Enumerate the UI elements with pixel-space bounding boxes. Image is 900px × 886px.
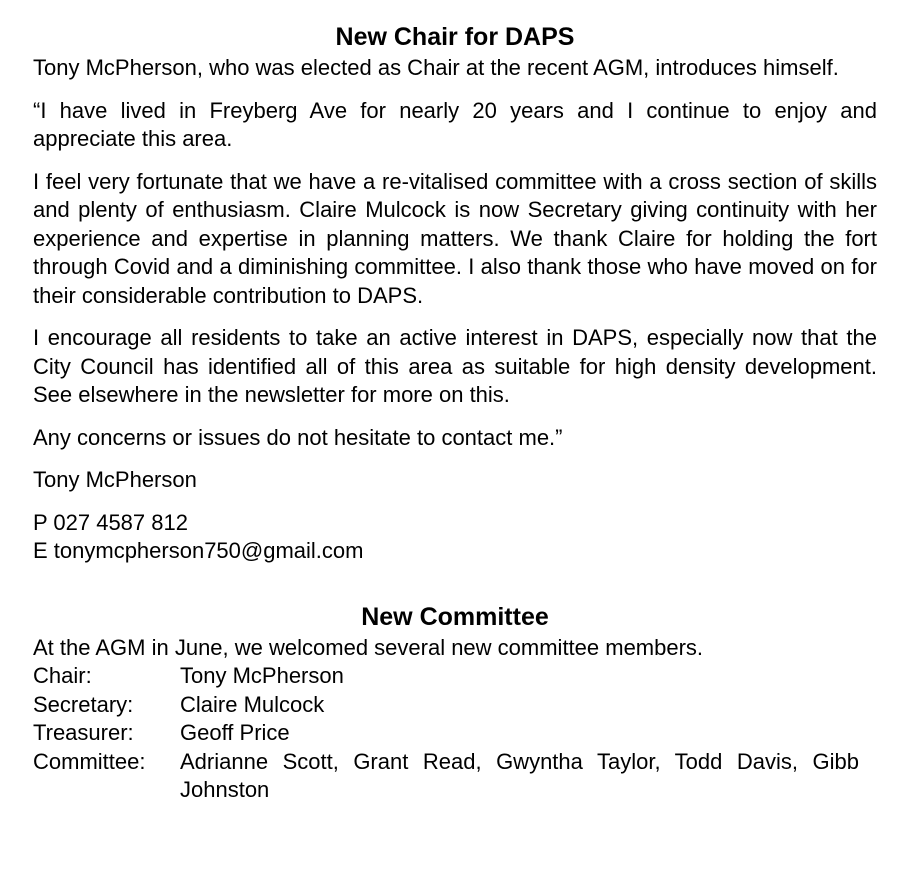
role-label: Chair: bbox=[33, 663, 92, 688]
role-value: Claire Mulcock bbox=[180, 691, 325, 717]
chair-signature: Tony McPherson bbox=[33, 467, 197, 492]
role-row-committee bbox=[33, 748, 877, 805]
role-label: Committee: bbox=[33, 748, 146, 774]
chair-quote-paragraph-4: Any concerns or issues do not hesitate to contact me.” bbox=[33, 424, 563, 450]
chair-quote-paragraph-1: “I have lived in Freyberg Ave for nearly 20 years and I continue to enjoy and appreciate this area. bbox=[33, 97, 877, 151]
chair-intro-paragraph: Tony McPherson, who was elected as Chair at the recent AGM, introduces himself. bbox=[33, 55, 839, 80]
role-row-secretary bbox=[33, 691, 877, 720]
committee-article-heading: New Committee bbox=[361, 602, 549, 631]
chair-article-heading: New Chair for DAPS bbox=[335, 23, 575, 51]
chair-quote-paragraph-2: I feel very fortunate that we have a re-vitalised committee with a cross section of skills and plenty of enthusiasm. Claire Mulcock is now Secretary giving continuity with her experience and expertise in planning matters. We thank Claire for holding the fort through Covid and a diminishing committee. I also thank those who have moved on for their considerable contribution to DAPS. bbox=[33, 168, 877, 308]
committee-intro: At the AGM in June, we welcomed several new committee members. bbox=[33, 634, 704, 660]
role-row-treasurer bbox=[33, 719, 877, 748]
chair-contact bbox=[33, 509, 877, 566]
role-row-chair bbox=[33, 662, 877, 691]
committee-article bbox=[33, 600, 877, 805]
role-value: Adrianne Scott, Grant Read, Gwyntha Taylor, Todd Davis, Gibb Johnston bbox=[180, 748, 859, 802]
section-spacer bbox=[33, 566, 877, 600]
chair-phone: P 027 4587 812 bbox=[33, 509, 188, 535]
role-value: Tony McPherson bbox=[180, 663, 344, 688]
chair-quote-paragraph-3: I encourage all residents to take an active interest in DAPS, especially now that the City Council has identified all of this area as suitable for high density development. See elsewhere in the newsletter for more on this. bbox=[33, 325, 877, 407]
role-value: Geoff Price bbox=[180, 720, 290, 745]
role-label: Treasurer: bbox=[33, 720, 134, 745]
chair-email: E tonymcpherson750@gmail.com bbox=[33, 538, 364, 563]
chair-article bbox=[33, 20, 877, 566]
role-label: Secretary: bbox=[33, 691, 134, 717]
